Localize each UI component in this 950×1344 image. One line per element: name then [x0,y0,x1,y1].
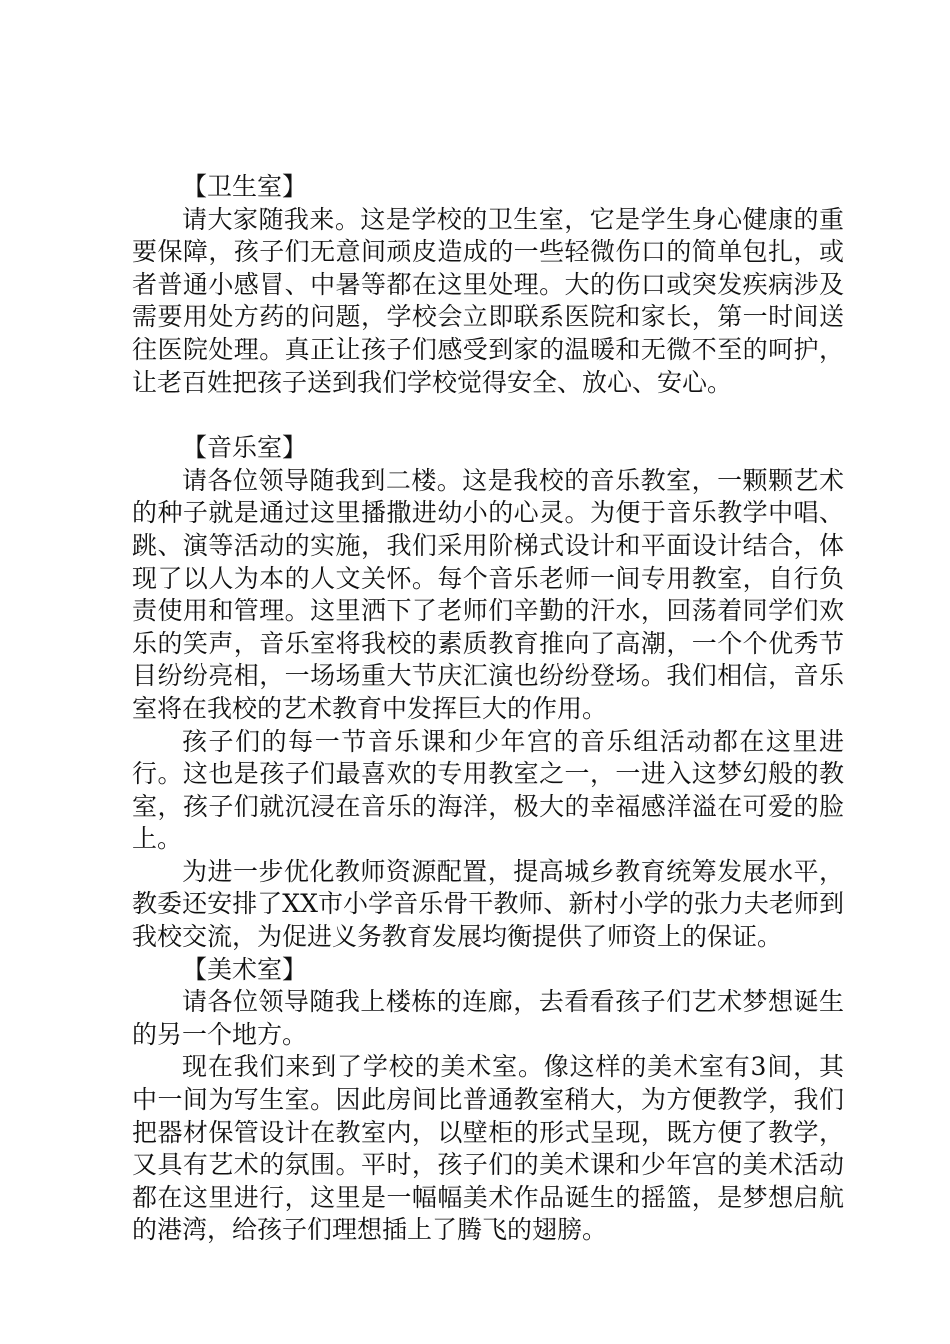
paragraph: 请各位领导随我上楼栋的连廊，去看看孩子们艺术梦想诞生的另一个地方。 [132,987,844,1049]
paragraph: 请大家随我来。这是学校的卫生室，它是学生身心健康的重要保障，孩子们无意间顽皮造成的一些轻微伤口的简单包扎，或者普通小感冒、中暑等都在这里处理。大的伤口或突发疾病涉及需要用处方药的问题，学校会立即联系医院和家长，第一时间送往医院处理。真正让孩子们感受到家的温暖和无微不至的呵护，让老百姓把孩子送到我们学校觉得安全、放心、安心。 [132,204,844,397]
section-art-room [132,954,844,1247]
paragraph: 孩子们的每一节音乐课和少年宫的音乐组活动都在这里进行。这也是孩子们最喜欢的专用教室之一，一进入这梦幻般的教室，孩子们就沉浸在音乐的海洋，极大的幸福感洋溢在可爱的脸上。 [132,726,844,854]
paragraph: 请各位领导随我到二楼。这是我校的音乐教室，一颗颗艺术的种子就是通过这里播撒进幼小的心灵。为便于音乐教学中唱、跳、演等活动的实施，我们采用阶梯式设计和平面设计结合，体现了以人为本的人文关怀。每个音乐老师一间专用教室，自行负责使用和管理。这里洒下了老师们辛勤的汗水，回荡着同学们欢乐的笑声，音乐室将我校的素质教育推向了高潮，一个个优秀节目纷纷亮相，一场场重大节庆汇演也纷纷登场。我们相信，音乐室将在我校的艺术教育中发挥巨大的作用。 [132,465,844,723]
section-heading: 【音乐室】 [182,433,308,463]
section-heading: 【卫生室】 [182,172,308,201]
paragraph: 现在我们来到了学校的美术室。像这样的美术室有3间，其中一间为写生室。因此房间比普通教室稍大，为方便教学，我们把器材保管设计在教室内，以壁柜的形式呈现，既方便了教学，又具有艺术的氛围。平时，孩子们的美术课和少年宫的美术活动都在这里进行，这里是一幅幅美术作品诞生的摇篮，是梦想启航的港湾，给孩子们理想插上了腾飞的翅膀。 [132,1052,844,1245]
section-heading: 【美术室】 [182,954,308,984]
document-page [132,171,844,1247]
section-music-room [132,432,844,954]
section-clinic [132,171,844,399]
paragraph: 为进一步优化教师资源配置，提高城乡教育统筹发展水平，教委还安排了XX市小学音乐骨干教师、新村小学的张力夫老师到我校交流，为促进义务教育发展均衡提供了师资上的保证。 [132,856,844,952]
